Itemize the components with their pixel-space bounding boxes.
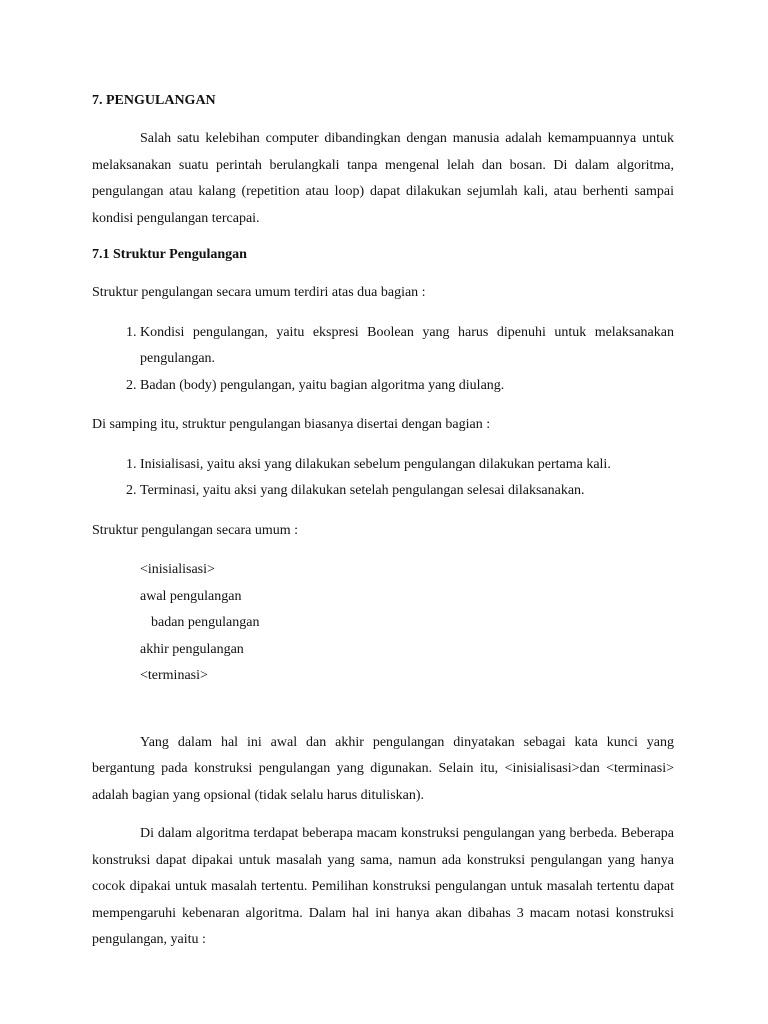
general-structure-label: Struktur pengulangan secara umum :	[92, 522, 299, 538]
list-item: 1. Inisialisasi, yaitu aksi yang dilakukan sebelum pengulangan dilakukan pertama kali.	[140, 452, 674, 479]
keywords-paragraph: Yang dalam hal ini awal dan akhir pengulangan dinyatakan sebagai kata kunci yang bergantung pada konstruksi pengulangan yang digunakan. Selain itu, <inisialisasi>dan <terminasi> adalah bagian yang opsional (tidak selalu harus dituliskan).	[92, 734, 674, 803]
structure-line-end: akhir pengulangan	[140, 641, 244, 657]
intro-paragraph: Salah satu kelebihan computer dibandingkan dengan manusia adalah kemampuannya untuk melaksanakan suatu perintah berulangkali tanpa mengenal lelah dan bosan. Di dalam algoritma, pengulangan atau kalang (repetition atau loop) dapat dilakukan sejumlah kali, atau berhenti sampai kondisi pengulangan tercapai.	[92, 131, 674, 226]
list-item: 2. Badan (body) pengulangan, yaitu bagian algoritma yang diulang.	[140, 373, 674, 400]
structure-line-body: badan pengulangan	[151, 615, 260, 630]
structure-intro: Struktur pengulangan secara umum terdiri atas dua bagian :	[92, 285, 426, 300]
list-item: 2. Terminasi, yaitu aksi yang dilakukan setelah pengulangan selesai dilaksanakan.	[140, 478, 674, 505]
chapter-title: 7. PENGULANGAN	[92, 93, 216, 108]
structure-line-term: <terminasi>	[140, 668, 208, 683]
list-item: 1. Kondisi pengulangan, yaitu ekspresi Boolean yang harus dipenuhi untuk melaksanakan pengulangan.	[140, 320, 674, 373]
general-structure-block	[140, 557, 674, 690]
section-title: 7.1 Struktur Pengulangan	[92, 247, 247, 262]
extra-intro: Di samping itu, struktur pengulangan biasanya disertai dengan bagian :	[92, 417, 491, 432]
structure-line-init: <inisialisasi>	[140, 562, 215, 577]
constructs-paragraph: Di dalam algoritma terdapat beberapa macam konstruksi pengulangan yang berbeda. Beberapa konstruksi dapat dipakai untuk masalah yang sama, namun ada konstruksi pengulangan yang hanya cocok dipakai untuk masalah tertentu. Pemilihan konstruksi pengulangan untuk masalah tertentu dapat mempengaruhi kebenaran algoritma. Dalam hal ini hanya akan dibahas 3 macam notasi konstruksi pengulangan, yaitu :	[92, 826, 674, 947]
extra-parts-list	[92, 452, 674, 505]
structure-line-start: awal pengulangan	[140, 588, 242, 604]
document-page	[92, 90, 674, 954]
main-parts-list	[92, 320, 674, 400]
